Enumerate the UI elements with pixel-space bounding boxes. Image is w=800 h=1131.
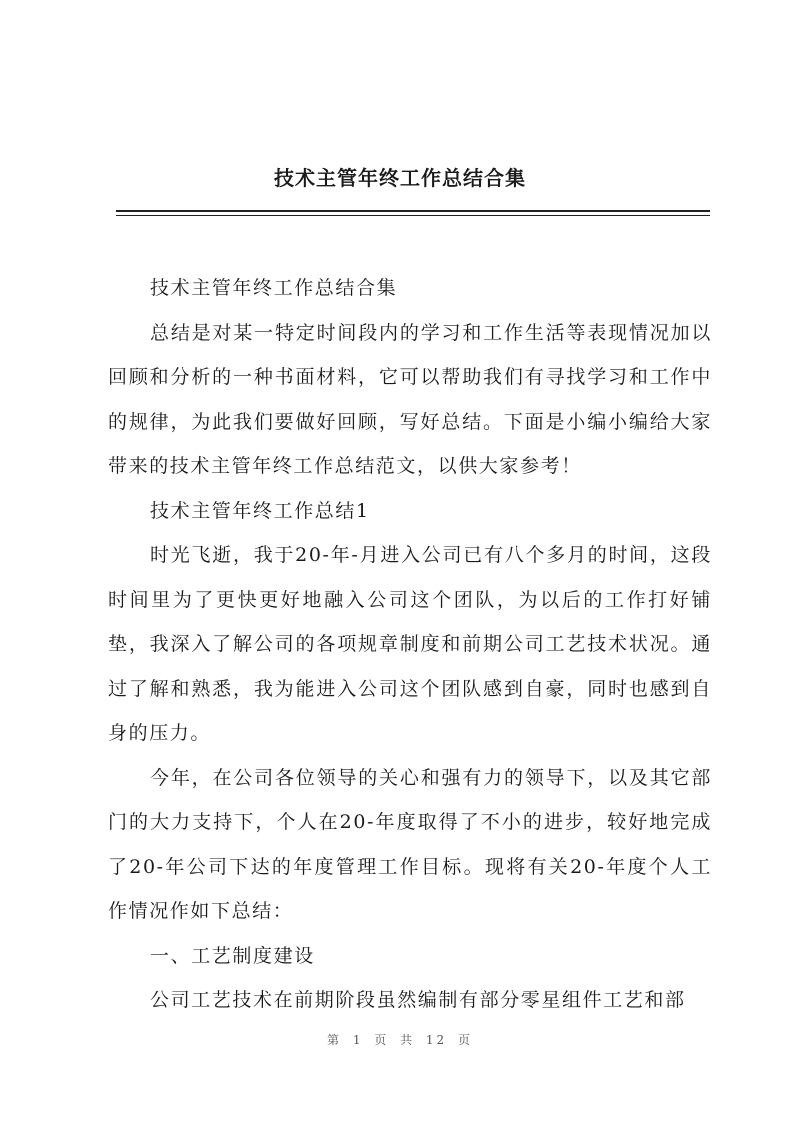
title-divider <box>116 210 710 212</box>
paragraph-body: 时光飞逝，我于20-年-月进入公司已有八个多月的时间，这段时间里为了更快更好地融入公司这个团队，为以后的工作打好铺垫，我深入了解公司的各项规章制度和前期公司工艺技术状况。通过了解和熟悉，我为能进入公司这个团队感到自豪，同时也感到自身的压力。 <box>108 544 712 744</box>
paragraph-heading: 技术主管年终工作总结合集 <box>150 277 398 299</box>
page-title: 技术主管年终工作总结合集 <box>274 166 526 190</box>
page-number-footer: 第 1 页 共 12 页 <box>327 1033 473 1047</box>
paragraph-section-title: 技术主管年终工作总结1 <box>150 499 370 522</box>
title-divider-thin <box>116 215 710 216</box>
paragraph-body: 今年，在公司各位领导的关心和强有力的领导下，以及其它部门的大力支持下，个人在20-年度取得了不小的进步，较好地完成了20-年公司下达的年度管理工作目标。现将有关20-年度个人工作情况作如下总结： <box>108 766 712 922</box>
paragraph-intro: 总结是对某一特定时间段内的学习和工作生活等表现情况加以回顾和分析的一种书面材料，它可以帮助我们有寻找学习和工作中的规律，为此我们要做好回顾，写好总结。下面是小编小编给大家带来的技术主管年终工作总结范文，以供大家参考！ <box>108 321 712 477</box>
document-body <box>108 266 712 1023</box>
paragraph-subheading: 一、工艺制度建设 <box>150 944 315 967</box>
paragraph-body: 公司工艺技术在前期阶段虽然编制有部分零星组件工艺和部 <box>150 989 686 1011</box>
